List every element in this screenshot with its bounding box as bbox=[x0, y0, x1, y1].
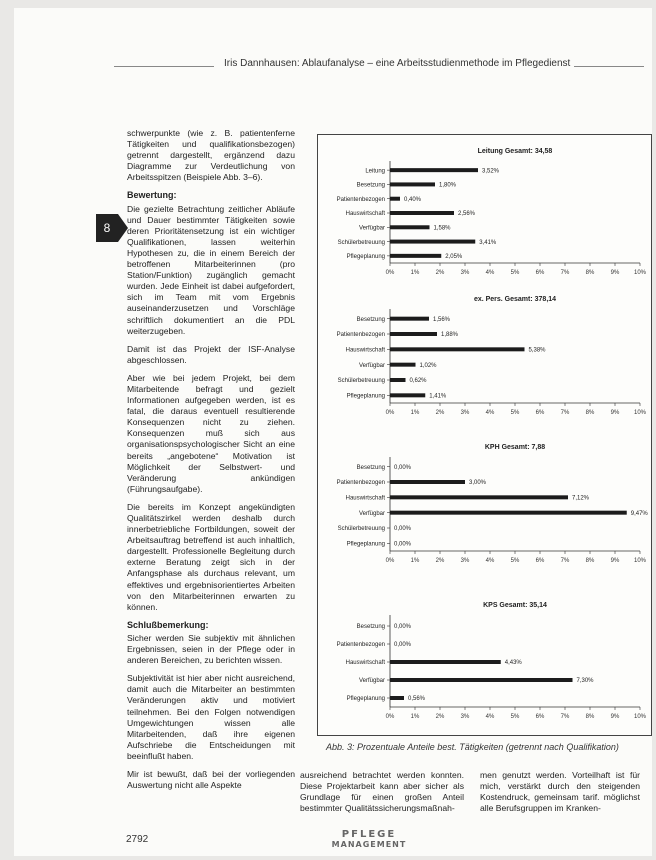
x-tick-label: 3% bbox=[460, 558, 470, 564]
x-tick-label: 2% bbox=[435, 714, 445, 720]
category-label: Hauswirtschaft bbox=[345, 211, 385, 218]
value-label: 0,00% bbox=[394, 624, 412, 631]
x-tick-label: 7% bbox=[560, 558, 570, 564]
category-label: Besetzung bbox=[356, 624, 385, 631]
category-label: Patientenbezogen bbox=[336, 480, 385, 487]
category-label: Patientenbezogen bbox=[336, 196, 385, 203]
x-tick-label: 6% bbox=[535, 558, 545, 564]
x-tick-label: 0% bbox=[385, 270, 395, 276]
heading-bewertung: Bewertung: bbox=[127, 190, 177, 201]
category-label: Besetzung bbox=[356, 316, 385, 323]
x-tick-label: 2% bbox=[435, 270, 445, 276]
x-tick-label: 3% bbox=[460, 714, 470, 720]
chart-title: KPS Gesamt: 35,14 bbox=[483, 602, 547, 609]
paragraph-schluss-3: Mir ist bewußt, daß bei der vorliegenden Auswertung nicht alle Aspekte bbox=[127, 768, 295, 791]
bar bbox=[390, 678, 573, 682]
x-tick-label: 0% bbox=[385, 558, 395, 564]
x-tick-label: 2% bbox=[435, 558, 445, 564]
x-tick-label: 5% bbox=[510, 270, 520, 276]
magazine-logo bbox=[314, 830, 424, 850]
document-page bbox=[14, 8, 652, 856]
category-label: Verfügbar bbox=[358, 362, 385, 369]
x-tick-label: 0% bbox=[385, 410, 395, 416]
bar bbox=[390, 197, 400, 201]
figure-caption: Abb. 3: Prozentuale Anteile best. Tätigkeiten (getrennt nach Qualifikation) bbox=[326, 742, 619, 752]
value-label: 2,05% bbox=[445, 254, 463, 261]
header-rule-right bbox=[574, 66, 644, 67]
x-tick-label: 8% bbox=[585, 558, 595, 564]
bar bbox=[390, 696, 404, 700]
category-label: Schülerbetreuung bbox=[337, 239, 385, 246]
x-tick-label: 8% bbox=[585, 270, 595, 276]
value-label: 3,52% bbox=[482, 168, 500, 175]
value-label: 5,38% bbox=[528, 347, 546, 354]
heading-schlussbemerkung: Schlußbemerkung: bbox=[127, 619, 209, 630]
figure-box bbox=[317, 134, 652, 736]
value-label: 7,30% bbox=[576, 678, 594, 685]
value-label: 4,43% bbox=[504, 660, 522, 667]
chart-ex-pers bbox=[318, 289, 651, 421]
bar bbox=[390, 211, 454, 215]
paragraph-konzept: Die bereits im Konzept angekündigten Qualitätszirkel werden deshalb durch innerbetriebliche Fortbildungen, soweit der Arbeitsauftrag betreffend ist auch inhaltlich, dargestellt. Professionelle Begleitung durch externe Beratung zeigt sich in der Anfangsphase als durchaus relevant, um effektives und ergebnisorientiertes Arbeiten von den Mitarbeiterinnen erwarten zu können. bbox=[127, 501, 295, 612]
category-label: Pflegeplanung bbox=[346, 696, 385, 703]
x-tick-label: 5% bbox=[510, 558, 520, 564]
bar bbox=[390, 511, 627, 515]
x-tick-label: 10% bbox=[633, 714, 647, 720]
x-tick-label: 1% bbox=[410, 558, 420, 564]
logo-line-1: PFLEGE bbox=[341, 829, 397, 840]
paragraph-projekt: Damit ist das Projekt der ISF-Analyse abgeschlossen. bbox=[127, 343, 295, 365]
bar bbox=[390, 254, 441, 258]
category-label: Hauswirtschaft bbox=[345, 347, 385, 354]
category-label: Besetzung bbox=[356, 182, 385, 189]
bar bbox=[390, 182, 435, 186]
category-label: Verfügbar bbox=[358, 510, 385, 517]
category-label: Patientenbezogen bbox=[336, 332, 385, 339]
category-label: Verfügbar bbox=[358, 225, 385, 232]
chart-kph-svg bbox=[318, 437, 651, 569]
bar bbox=[390, 240, 475, 244]
bar bbox=[390, 660, 501, 664]
value-label: 0,00% bbox=[394, 464, 412, 471]
x-tick-label: 2% bbox=[435, 410, 445, 416]
bottom-right-column bbox=[480, 770, 640, 814]
x-tick-label: 7% bbox=[560, 270, 570, 276]
bar bbox=[390, 317, 429, 321]
x-tick-label: 10% bbox=[633, 410, 647, 416]
value-label: 0,40% bbox=[404, 196, 422, 203]
value-label: 0,00% bbox=[394, 541, 412, 548]
x-tick-label: 10% bbox=[633, 270, 647, 276]
chart-title: KPH Gesamt: 7,88 bbox=[484, 444, 546, 451]
x-tick-label: 10% bbox=[633, 558, 647, 564]
category-label: Besetzung bbox=[356, 464, 385, 471]
value-label: 1,80% bbox=[439, 182, 457, 189]
value-label: 2,56% bbox=[458, 211, 476, 218]
category-label: Pflegeplanung bbox=[346, 541, 385, 548]
bar bbox=[390, 378, 406, 382]
x-tick-label: 6% bbox=[535, 270, 545, 276]
chart-title: ex. Pers. Gesamt: 378,14 bbox=[473, 296, 557, 303]
bar bbox=[390, 225, 430, 229]
x-tick-label: 1% bbox=[410, 270, 420, 276]
x-tick-label: 5% bbox=[510, 714, 520, 720]
x-tick-label: 8% bbox=[585, 410, 595, 416]
x-tick-label: 9% bbox=[610, 270, 620, 276]
category-label: Pflegeplanung bbox=[346, 254, 385, 261]
left-text-column bbox=[127, 128, 295, 798]
value-label: 1,88% bbox=[441, 332, 459, 339]
value-label: 3,00% bbox=[469, 480, 487, 487]
x-tick-label: 6% bbox=[535, 410, 545, 416]
chapter-tab-marker: 8 bbox=[96, 214, 118, 242]
x-tick-label: 1% bbox=[410, 714, 420, 720]
paragraph-bottom-right: men genutzt werden. Vorteilhaft ist für mich, verstärkt durch den steigenden Kostendruck, gemeinsam tarif. möglichst alle Berufsgruppen im Kranken- bbox=[480, 770, 640, 813]
x-tick-label: 9% bbox=[610, 714, 620, 720]
paragraph-intro: schwerpunkte (wie z. B. patientenferne Tätigkeiten und qualifikationsbezogen) getrennt dargestellt, ergänzend dazu Diagramme zur Verdeutlichung von Arbeitsspitzen (Beispiele Abb. 3–6). bbox=[127, 128, 295, 183]
x-tick-label: 0% bbox=[385, 714, 395, 720]
page-number: 2792 bbox=[126, 834, 149, 845]
bottom-middle-column bbox=[300, 770, 464, 814]
paragraph-bottom-middle: ausreichend betrachtet werden konnten. Diese Projektarbeit kann aber sicher als Grundlage für einen großen Anteil bestimmter Qualitätssicherungsmaßnah- bbox=[300, 770, 464, 813]
category-label: Patientenbezogen bbox=[336, 642, 385, 649]
x-tick-label: 6% bbox=[535, 714, 545, 720]
x-tick-label: 1% bbox=[410, 410, 420, 416]
value-label: 0,56% bbox=[408, 696, 426, 703]
bar bbox=[390, 168, 478, 172]
x-tick-label: 7% bbox=[560, 410, 570, 416]
value-label: 1,02% bbox=[419, 362, 437, 369]
bar bbox=[390, 347, 525, 351]
x-tick-label: 7% bbox=[560, 714, 570, 720]
category-label: Pflegeplanung bbox=[346, 393, 385, 400]
x-tick-label: 9% bbox=[610, 410, 620, 416]
x-tick-label: 3% bbox=[460, 410, 470, 416]
paragraph-schluss-2: Subjektivität ist hier aber nicht ausreichend, damit auch die Mitarbeiter an bestimmten Veränderungen aktiv und motiviert teilnehmen. Bei den Folgen notwendigen Umgewichtungen wissen alle Mitarbeitenden, daß ihre eigenen Aufschriebe die Entscheidungen mit beeinflußt haben. bbox=[127, 673, 295, 761]
category-label: Hauswirtschaft bbox=[345, 660, 385, 667]
paragraph-schluss-1: Sicher werden Sie subjektiv mit ähnlichen Ergebnissen, seien in der Pflege oder in anderen Bereichen, zu berichten wissen. bbox=[127, 632, 295, 666]
category-label: Leitung bbox=[365, 168, 385, 175]
x-tick-label: 8% bbox=[585, 714, 595, 720]
chart-kps bbox=[318, 595, 651, 725]
bar bbox=[390, 480, 465, 484]
value-label: 9,47% bbox=[630, 510, 648, 517]
bar bbox=[390, 393, 425, 397]
category-label: Schülerbetreuung bbox=[337, 526, 385, 533]
value-label: 3,41% bbox=[479, 239, 497, 246]
paragraph-bewertung: Die gezielte Betrachtung zeitlicher Abläufe und Dauer bestimmter Tätigkeiten sowie deren Prioritätensetzung ist ein wichtiger Qualifikationen, lassen weiterhin Hypothesen zu, die in einem Bereich der betroffenen Mitarbeiterinnen (pro Station/Funktion) zugänglich gemacht wurden. Jede Einheit ist dabei aufgefordert, sich im Team mit vom Ergebnis auseinanderzusetzen und Vorschläge schriftlich dokumentiert an die PDL weiterzugeben. bbox=[127, 203, 295, 336]
x-tick-label: 3% bbox=[460, 270, 470, 276]
x-tick-label: 4% bbox=[485, 714, 495, 720]
value-label: 1,58% bbox=[433, 225, 451, 232]
running-head: Iris Dannhausen: Ablaufanalyse – eine Arbeitsstudienmethode im Pflegedienst bbox=[224, 58, 571, 69]
category-label: Schülerbetreuung bbox=[337, 378, 385, 385]
x-tick-label: 4% bbox=[485, 410, 495, 416]
value-label: 1,56% bbox=[433, 316, 451, 323]
value-label: 7,12% bbox=[572, 495, 590, 502]
value-label: 0,00% bbox=[394, 642, 412, 649]
x-tick-label: 4% bbox=[485, 270, 495, 276]
header-rule-left bbox=[114, 66, 214, 67]
chart-leitung-svg bbox=[318, 141, 651, 281]
category-label: Verfügbar bbox=[358, 678, 385, 685]
bar bbox=[390, 363, 416, 367]
chart-ex-pers-svg bbox=[318, 289, 651, 421]
logo-line-2: MANAGEMENT bbox=[331, 840, 407, 849]
chart-leitung bbox=[318, 141, 651, 281]
bar bbox=[390, 495, 568, 499]
x-tick-label: 9% bbox=[610, 558, 620, 564]
x-tick-label: 5% bbox=[510, 410, 520, 416]
chart-kph bbox=[318, 437, 651, 569]
chart-kps-svg bbox=[318, 595, 651, 725]
chart-title: Leitung Gesamt: 34,58 bbox=[477, 148, 553, 155]
bar bbox=[390, 332, 437, 336]
paragraph-aber: Aber wie bei jedem Projekt, bei dem Mitarbeitende befragt und gezielt Informationen aufgegeben werden, ist es fatal, die daraus eventuell resultierende Konsequenzen nicht zu ziehen. Konsequenzen muß sich aus organisationspsychologischer Sicht an eine bereits „angebotene“ Motivation ist Möglichkeit der Selbstwert- und Veränderung ankündigen (Führungsaufgabe). bbox=[127, 372, 295, 494]
value-label: 0,62% bbox=[409, 378, 427, 385]
value-label: 0,00% bbox=[394, 526, 412, 533]
category-label: Hauswirtschaft bbox=[345, 495, 385, 502]
x-tick-label: 4% bbox=[485, 558, 495, 564]
value-label: 1,41% bbox=[429, 393, 447, 400]
